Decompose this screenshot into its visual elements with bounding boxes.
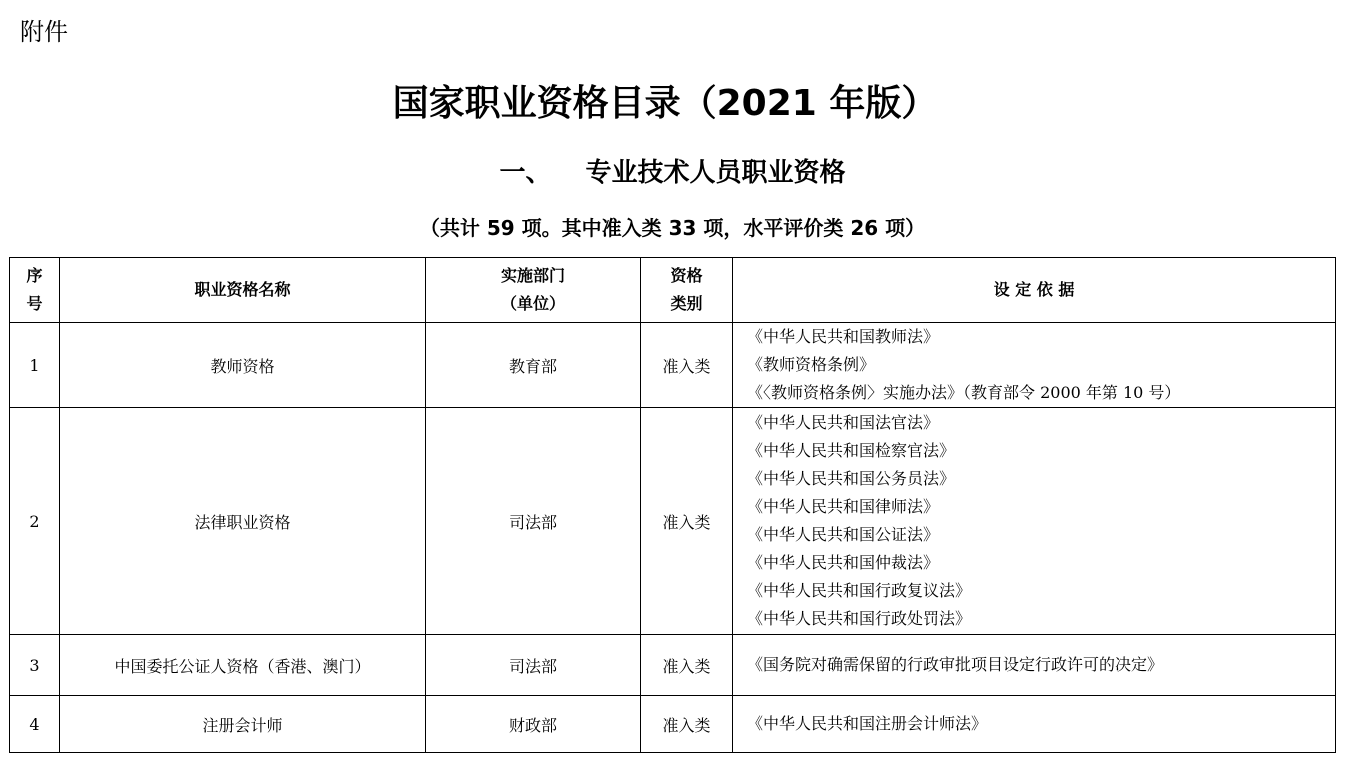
cell-no: 2 — [10, 408, 60, 635]
header-type-line: 资格 — [670, 266, 703, 285]
header-name: 职业资格名称 — [60, 258, 426, 323]
header-dept — [426, 258, 641, 323]
basis-item: 《〈教师资格条例〉实施办法》（教育部令 2000 年第 10 号） — [747, 383, 1181, 402]
summary-line: （共计 59 项。其中准入类 33 项，水平评价类 26 项） — [419, 216, 926, 240]
header-type — [641, 258, 733, 323]
header-dept-line: 实施部门 — [500, 266, 565, 285]
basis-item: 《中华人民共和国律师法》 — [747, 497, 940, 516]
basis-item: 《中华人民共和国仲裁法》 — [747, 553, 940, 572]
table-row — [10, 408, 1336, 635]
attachment-label: 附件 — [20, 18, 68, 46]
cell-no: 1 — [10, 323, 60, 408]
section-name: 专业技术人员职业资格 — [585, 158, 846, 188]
cell-dept: 司法部 — [426, 635, 641, 696]
cell-type: 准入类 — [641, 323, 733, 408]
basis-item: 《中华人民共和国法官法》 — [747, 413, 940, 432]
basis-item: 《中华人民共和国注册会计师法》 — [747, 714, 988, 733]
basis-item: 《教师资格条例》 — [747, 355, 876, 374]
cell-no: 4 — [10, 696, 60, 753]
header-no-line: 号 — [26, 294, 43, 313]
table-header-row — [10, 258, 1336, 323]
cell-dept: 财政部 — [426, 696, 641, 753]
header-dept-line: （单位） — [500, 294, 565, 313]
cell-dept: 教育部 — [426, 323, 641, 408]
header-no — [10, 258, 60, 323]
cell-name: 教师资格 — [60, 323, 426, 408]
basis-item: 《中华人民共和国行政处罚法》 — [747, 609, 972, 628]
table-row — [10, 635, 1336, 696]
header-basis: 设 定 依 据 — [733, 258, 1336, 323]
document-title: 国家职业资格目录（2021 年版） — [392, 83, 938, 124]
table-row — [10, 696, 1336, 753]
qualification-table — [9, 257, 1336, 753]
cell-name: 法律职业资格 — [60, 408, 426, 635]
cell-dept: 司法部 — [426, 408, 641, 635]
basis-item: 《国务院对确需保留的行政审批项目设定行政许可的决定》 — [747, 655, 1164, 674]
cell-basis — [733, 635, 1336, 696]
cell-name: 中国委托公证人资格（香港、澳门） — [60, 635, 426, 696]
cell-no: 3 — [10, 635, 60, 696]
basis-item: 《中华人民共和国公务员法》 — [747, 469, 956, 488]
section-heading — [0, 155, 1345, 191]
basis-item: 《中华人民共和国公证法》 — [747, 525, 940, 544]
cell-type: 准入类 — [641, 635, 733, 696]
section-number: 一、 — [499, 158, 552, 188]
header-no-line: 序 — [26, 266, 43, 285]
cell-type: 准入类 — [641, 408, 733, 635]
cell-basis — [733, 696, 1336, 753]
cell-name: 注册会计师 — [60, 696, 426, 753]
table-row — [10, 323, 1336, 408]
cell-basis — [733, 323, 1336, 408]
basis-item: 《中华人民共和国行政复议法》 — [747, 581, 972, 600]
cell-basis — [733, 408, 1336, 635]
basis-item: 《中华人民共和国检察官法》 — [747, 441, 956, 460]
basis-item: 《中华人民共和国教师法》 — [747, 327, 940, 346]
header-type-line: 类别 — [670, 294, 703, 313]
cell-type: 准入类 — [641, 696, 733, 753]
